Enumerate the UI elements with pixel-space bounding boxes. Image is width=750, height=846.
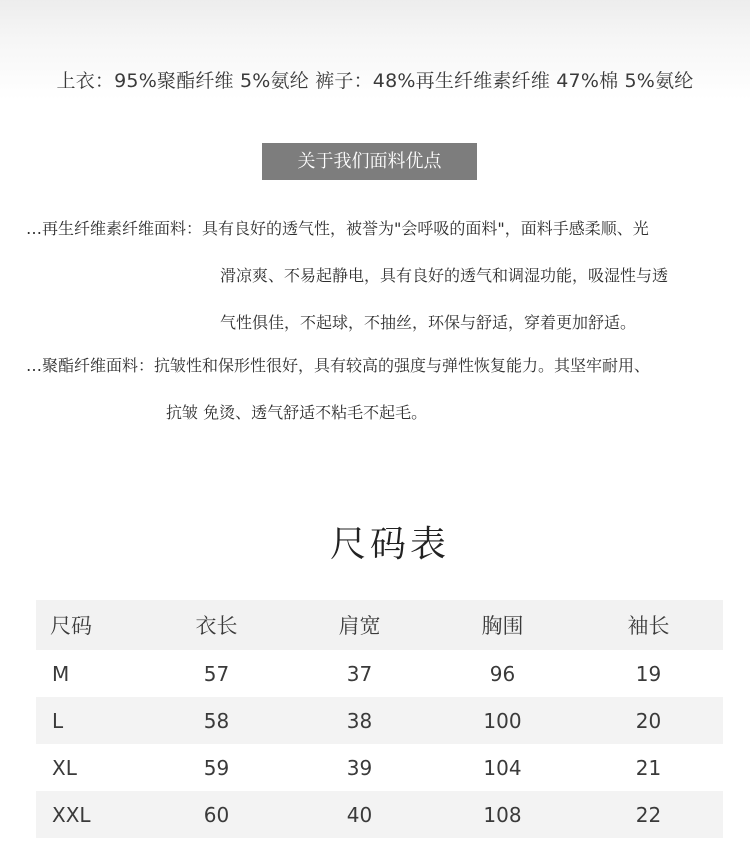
chest-cell: 100 xyxy=(431,697,574,744)
chest-cell: 104 xyxy=(483,755,522,780)
chest-cell: 108 xyxy=(431,791,574,838)
top-banner-background xyxy=(0,0,750,110)
length-cell: 60 xyxy=(145,791,288,838)
size-cell: XL xyxy=(52,755,77,780)
sleeve-cell: 19 xyxy=(635,661,662,686)
shoulder-cell: 39 xyxy=(346,755,373,780)
header-cell-size: 尺码 xyxy=(36,600,145,650)
shoulder-cell: 38 xyxy=(288,697,431,744)
length-cell: 59 xyxy=(203,755,230,780)
fabric-point-line: …聚酯纤维面料：抗皱性和保形性很好，具有较高的强度与弹性恢复能力。其坚牢耐用、 xyxy=(26,356,651,375)
sleeve-cell: 22 xyxy=(574,791,723,838)
size-row-m xyxy=(36,650,723,697)
size-cell: M xyxy=(52,661,70,686)
size-chart-table xyxy=(36,600,723,838)
size-row-l xyxy=(36,697,723,744)
size-chart-title: 尺码表 xyxy=(329,524,450,565)
header-cell-shoulder: 肩宽 xyxy=(288,600,431,650)
sleeve-cell: 20 xyxy=(574,697,723,744)
size-cell: L xyxy=(36,697,145,744)
size-cell: XXL xyxy=(36,791,145,838)
length-cell: 57 xyxy=(203,661,230,686)
chest-cell: 96 xyxy=(489,661,516,686)
fabric-composition: 上衣：95%聚酯纤维 5%氨纶 裤子：48%再生纤维素纤维 47%棉 5%氨纶 xyxy=(56,70,694,92)
size-chart-header-row xyxy=(36,600,723,650)
shoulder-cell: 40 xyxy=(288,791,431,838)
size-row-xxl xyxy=(36,791,723,838)
fabric-advantages-heading: 关于我们面料优点 xyxy=(262,143,477,180)
fabric-point-line: 气性俱佳，不起球，不抽丝，环保与舒适，穿着更加舒适。 xyxy=(220,313,637,332)
fabric-point-line: 滑凉爽、不易起静电，具有良好的透气和调湿功能，吸湿性与透 xyxy=(220,266,669,285)
header-cell-sleeve: 袖长 xyxy=(574,600,723,650)
header-cell-length: 衣长 xyxy=(145,600,288,650)
fabric-point-line: …再生纤维素纤维面料：具有良好的透气性，被誉为"会呼吸的面料"，面料手感柔顺、光 xyxy=(26,219,649,238)
size-row-xl xyxy=(36,744,723,791)
shoulder-cell: 37 xyxy=(346,661,373,686)
length-cell: 58 xyxy=(145,697,288,744)
header-cell-chest: 胸围 xyxy=(431,600,574,650)
fabric-point-line: 抗皱 免烫、透气舒适不粘毛不起毛。 xyxy=(166,403,428,422)
sleeve-cell: 21 xyxy=(635,755,662,780)
